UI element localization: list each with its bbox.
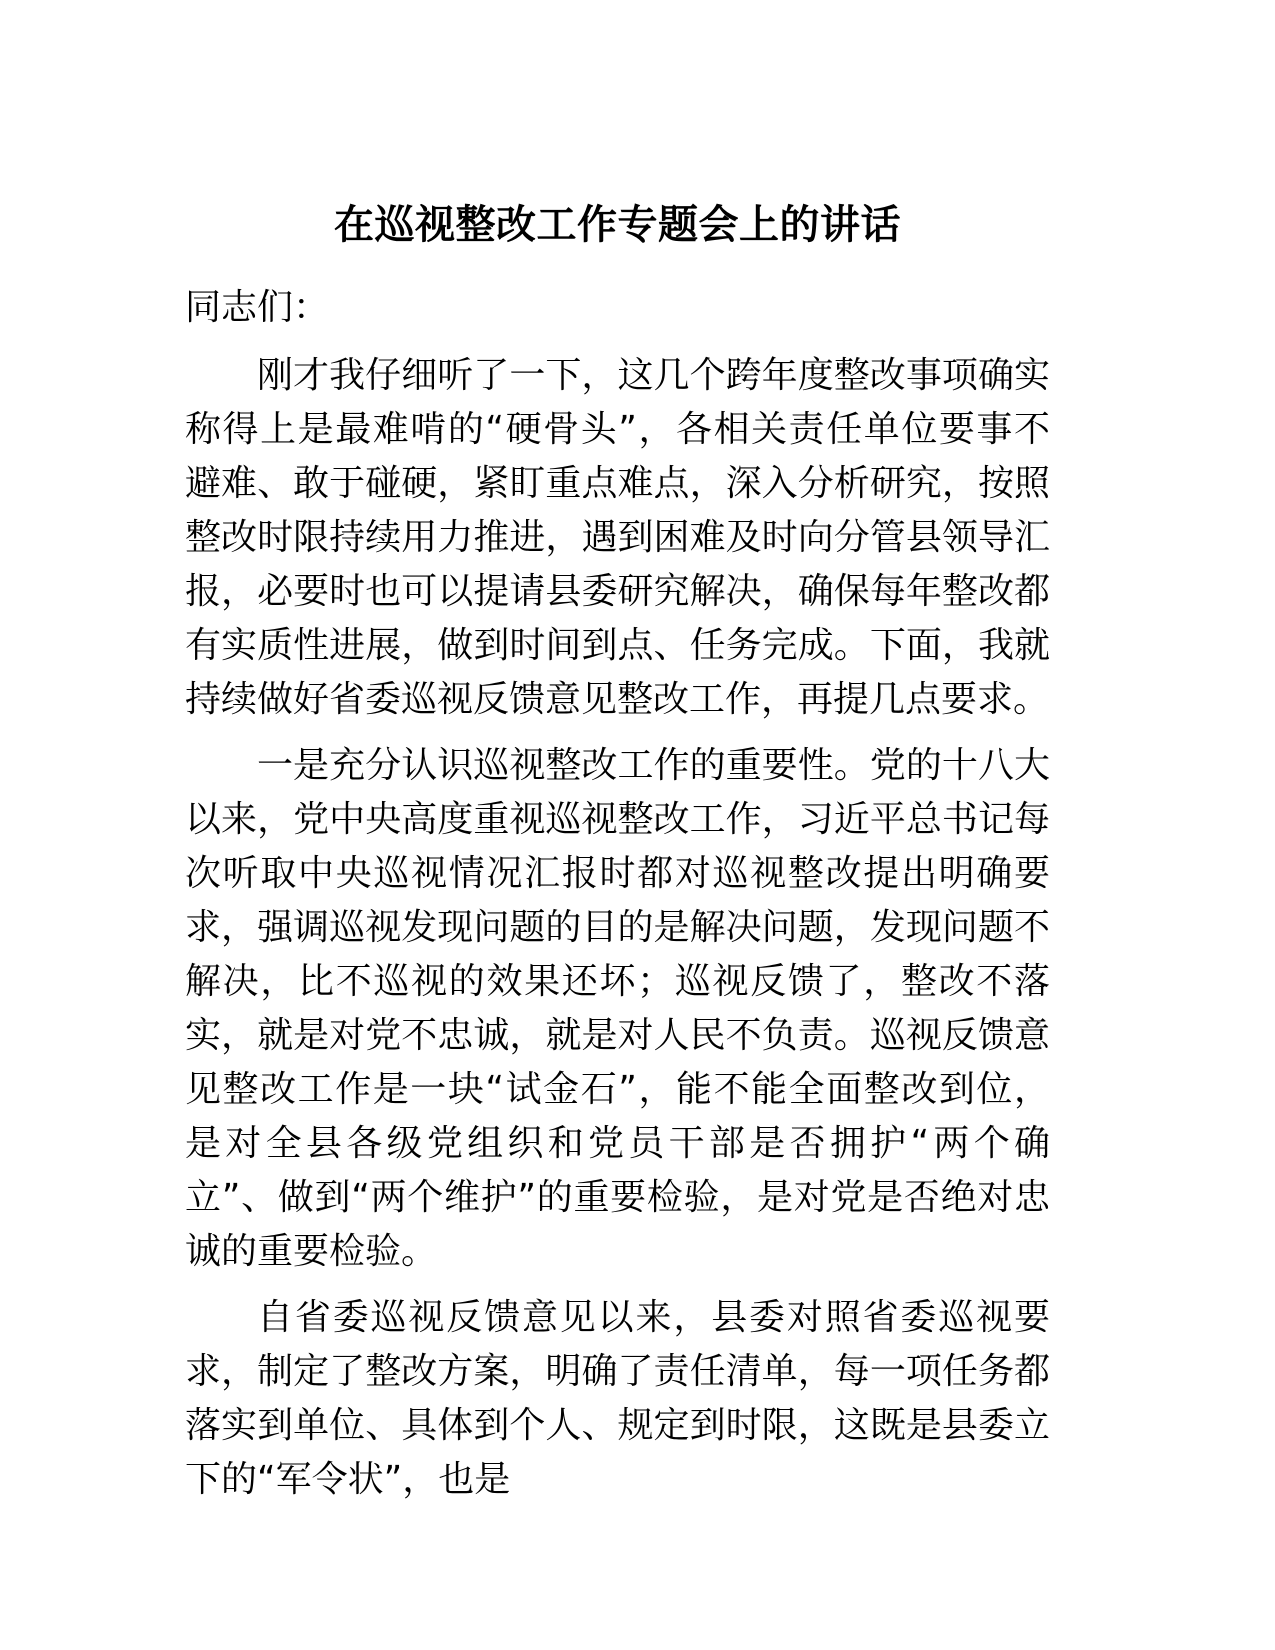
body-paragraph: 自省委巡视反馈意见以来，县委对照省委巡视要求，制定了整改方案，明确了责任清单，每一项任务都落实到单位、具体到个人、规定到时限，这既是县委立下的“军令状”，也是: [185, 1297, 1050, 1500]
page-title: 在巡视整改工作专题会上的讲话: [334, 202, 901, 248]
body-paragraph: 一是充分认识巡视整改工作的重要性。党的十八大以来，党中央高度重视巡视整改工作，习近平总书记每次听取中央巡视情况汇报时都对巡视整改提出明确要求，强调巡视发现问题的目的是解决问题，发现问题不解决，比不巡视的效果还坏；巡视反馈了，整改不落实，就是对党不忠诚，就是对人民不负责。巡视反馈意见整改工作是一块“试金石”，能不能全面整改到位，是对全县各级党组织和党员干部是否拥护“两个确立”、做到“两个维护”的重要检验，是对党是否绝对忠诚的重要检验。: [185, 745, 1050, 1272]
body-paragraph: 刚才我仔细听了一下，这几个跨年度整改事项确实称得上是最难啃的“硬骨头”，各相关责任单位要事不避难、敢于碰硬，紧盯重点难点，深入分析研究，按照整改时限持续用力推进，遇到困难及时向分管县领导汇报，必要时也可以提请县委研究解决，确保每年整改都有实质性进展，做到时间到点、任务完成。下面，我就持续做好省委巡视反馈意见整改工作，再提几点要求。: [185, 355, 1050, 720]
document-body: [185, 0, 1050, 1507]
salutation: 同志们：: [185, 287, 330, 328]
